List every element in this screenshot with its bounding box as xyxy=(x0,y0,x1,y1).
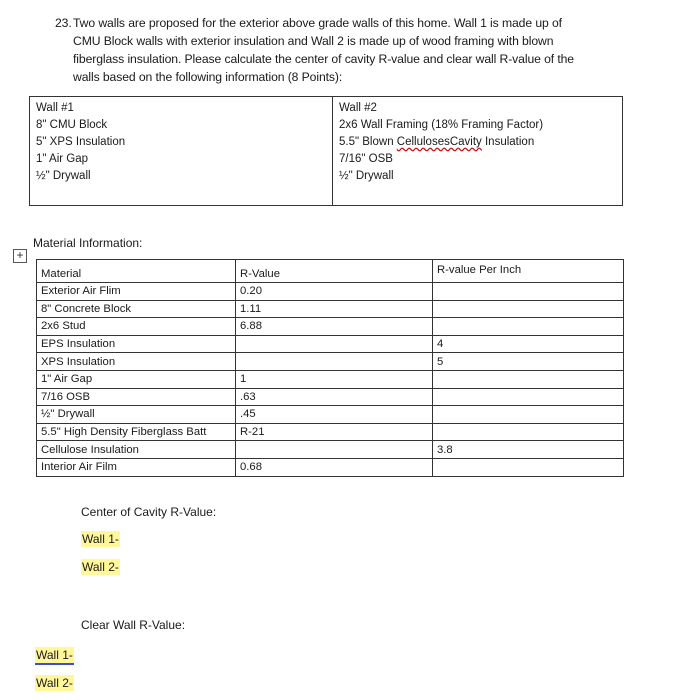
material-cell: ½" Drywall xyxy=(37,406,236,424)
wall2-insulation-suffix: Insulation xyxy=(481,136,535,148)
wall1-item: ½" Drywall xyxy=(36,170,91,182)
r-per-inch-cell xyxy=(433,283,624,301)
table-row xyxy=(37,370,624,388)
wall2-framing: 2x6 Wall Framing (18% Framing Factor) xyxy=(339,119,544,131)
material-cell: Interior Air Film xyxy=(37,458,236,476)
table-row xyxy=(37,300,624,318)
r-per-inch-cell xyxy=(433,423,624,441)
r-value-cell: 1.11 xyxy=(236,300,433,318)
r-value-cell: 6.88 xyxy=(236,318,433,336)
header-material: Material xyxy=(37,260,236,283)
table-row xyxy=(37,423,624,441)
r-per-inch-cell: 5 xyxy=(433,353,624,371)
r-value-cell xyxy=(236,441,433,459)
wall1-item: 8" CMU Block xyxy=(36,119,108,131)
table-row xyxy=(37,335,624,353)
wall1-title: Wall #1 xyxy=(36,102,74,114)
material-cell: 8" Concrete Block xyxy=(37,300,236,318)
table-row xyxy=(37,388,624,406)
wall2-title: Wall #2 xyxy=(339,102,377,114)
question-line: fiberglass insulation. Please calculate the center of cavity R-value and clear wall R-value of the xyxy=(73,52,574,66)
header-r-per-inch: R-value Per Inch xyxy=(433,260,624,283)
cavity-wall2-label: Wall 2- xyxy=(82,560,119,574)
material-cell: 7/16 OSB xyxy=(37,388,236,406)
wall1-item: 1" Air Gap xyxy=(36,153,89,165)
wall1-cell xyxy=(30,97,333,206)
clear-wall2-answer[interactable] xyxy=(35,676,74,690)
r-value-cell: 0.68 xyxy=(236,458,433,476)
question-line: walls based on the following information (8 Points): xyxy=(73,70,343,84)
r-value-cell: 0.20 xyxy=(236,283,433,301)
r-value-cell: .45 xyxy=(236,406,433,424)
question-text xyxy=(55,14,615,86)
r-value-cell xyxy=(236,353,433,371)
table-row xyxy=(37,441,624,459)
material-cell: EPS Insulation xyxy=(37,335,236,353)
clear-wall-title: Clear Wall R-Value: xyxy=(81,618,186,632)
header-r-value: R-Value xyxy=(236,260,433,283)
r-value-cell xyxy=(236,335,433,353)
center-of-cavity-title: Center of Cavity R-Value: xyxy=(81,505,217,519)
clear-wall1-label: Wall 1- xyxy=(35,647,74,665)
material-cell: 1" Air Gap xyxy=(37,370,236,388)
cavity-wall1-label: Wall 1- xyxy=(82,532,119,546)
r-value-cell: .63 xyxy=(236,388,433,406)
r-per-inch-cell xyxy=(433,406,624,424)
r-per-inch-cell xyxy=(433,388,624,406)
wall2-insulation xyxy=(339,134,616,151)
materials-header-row xyxy=(37,260,624,283)
material-heading: Material Information: xyxy=(33,236,143,250)
wall2-cell xyxy=(333,97,623,206)
wall2-osb: 7/16" OSB xyxy=(339,153,393,165)
walls-table xyxy=(29,96,623,206)
question-line: Two walls are proposed for the exterior above grade walls of this home. Wall 1 is made up of xyxy=(73,16,562,30)
spellcheck-word: CellulosesCavity xyxy=(396,136,482,148)
r-per-inch-cell xyxy=(433,300,624,318)
clear-wall2-label: Wall 2- xyxy=(36,676,73,690)
material-cell: XPS Insulation xyxy=(37,353,236,371)
r-value-cell: 1 xyxy=(236,370,433,388)
material-cell: Exterior Air Flim xyxy=(37,283,236,301)
wall1-item: 5" XPS Insulation xyxy=(36,136,126,148)
r-per-inch-cell: 3.8 xyxy=(433,441,624,459)
r-per-inch-cell xyxy=(433,370,624,388)
r-per-inch-cell xyxy=(433,458,624,476)
table-row xyxy=(37,318,624,336)
question-line: CMU Block walls with exterior insulation and Wall 2 is made up of wood framing with blown xyxy=(73,34,554,48)
r-per-inch-cell xyxy=(433,318,624,336)
material-cell: 5.5" High Density Fiberglass Batt xyxy=(37,423,236,441)
material-cell: Cellulose Insulation xyxy=(37,441,236,459)
wall2-drywall: ½" Drywall xyxy=(339,170,394,182)
cavity-wall2-answer[interactable] xyxy=(81,560,120,574)
r-value-cell: R-21 xyxy=(236,423,433,441)
r-per-inch-cell: 4 xyxy=(433,335,624,353)
clear-wall1-answer[interactable] xyxy=(35,648,74,662)
table-row xyxy=(37,283,624,301)
table-row xyxy=(37,458,624,476)
question-number: 23. xyxy=(55,16,72,30)
table-row xyxy=(37,353,624,371)
material-cell: 2x6 Stud xyxy=(37,318,236,336)
materials-table xyxy=(36,259,624,477)
table-move-handle-icon[interactable]: + xyxy=(13,249,27,263)
table-row xyxy=(37,406,624,424)
wall2-insulation-prefix: 5.5" Blown xyxy=(339,136,397,148)
cavity-wall1-answer[interactable] xyxy=(81,532,120,546)
